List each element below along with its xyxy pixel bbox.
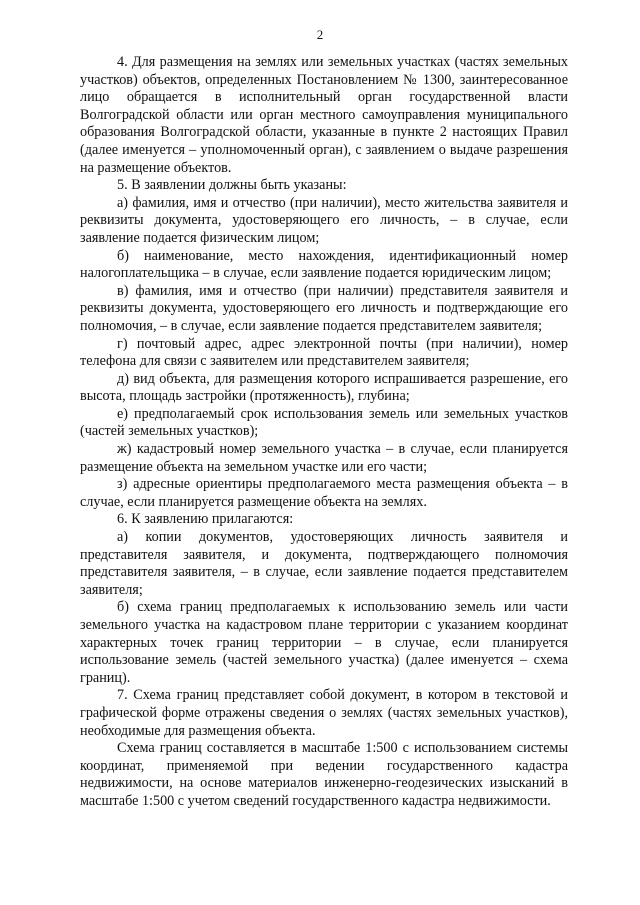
- paragraph-6a: а) копии документов, удостоверяющих личность заявителя и представителя заявителя, и документа, подтверждающего полномочия представителя заявителя, – в случае, если заявление подается представителем заявителя;: [80, 529, 568, 598]
- paragraph-6: 6. К заявлению прилагаются:: [117, 511, 294, 528]
- paragraph-5z: з) адресные ориентиры предполагаемого места размещения объекта – в случае, если планируется размещение объекта на землях.: [80, 476, 568, 510]
- page-number: 2: [316, 27, 324, 42]
- paragraph-5e: е) предполагаемый срок использования земель или земельных участков (частей земельных участков);: [80, 405, 568, 440]
- paragraph-5zh: ж) кадастровый номер земельного участка – в случае, если планируется размещение объекта на земельном участке или его части;: [80, 441, 568, 475]
- paragraph-4: 4. Для размещения на землях или земельных участках (частях земельных участков) объектов, определенных Постановлением № 1300, заинтересованное лицо обращается в исполнительный орган государственной власти Волгоградской области или орган местного самоуправления муниципального образования Волгоградской области, указанные в пункте 2 настоящих Правил (далее именуется – уполномоченный орган), с заявлением о выдаче разрешения на размещение объектов.: [80, 54, 568, 176]
- paragraph-5g: г) почтовый адрес, адрес электронной почты (при наличии), номер телефона для связи с заявителем или представителем заявителя;: [80, 335, 568, 370]
- document-body: [80, 54, 568, 811]
- paragraph-5b: б) наименование, место нахождения, идентификационный номер налогоплательщика – в случае, если заявление подается юридическим лицом;: [80, 247, 568, 282]
- paragraph-5a: а) фамилия, имя и отчество (при наличии), место жительства заявителя и реквизиты документа, удостоверяющего его личность, – в случае, если заявление подается физическим лицом;: [80, 194, 568, 246]
- paragraph-7: 7. Схема границ представляет собой документ, в котором в текстовой и графической форме отражены сведения о землях (частях земельных участков), необходимые для размещения объекта.: [80, 687, 568, 739]
- paragraph-6b: б) схема границ предполагаемых к использованию земель или части земельного участка на кадастровом плане территории с указанием координат характерных точек границ территории – в случае, если планируется использование земель (частей земельного участка) (далее именуется – схема границ).: [80, 599, 568, 686]
- paragraph-7-scale: Схема границ составляется в масштабе 1:500 с использованием системы координат, применяемой при ведении государственного кадастра недвижимости, на основе материалов инженерно-геодезических изысканий в масштабе 1:500 с учетом сведений государственного кадастра недвижимости.: [80, 740, 568, 809]
- paragraph-5d: д) вид объекта, для размещения которого испрашивается разрешение, его высота, площадь застройки (протяженность), глубина;: [80, 370, 568, 405]
- paragraph-5: 5. В заявлении должны быть указаны:: [117, 177, 347, 194]
- paragraph-5v: в) фамилия, имя и отчество (при наличии) представителя заявителя и реквизиты документа, удостоверяющего его личность и подтверждающие его полномочия, – в случае, если заявление подается представителем заявителя;: [80, 282, 568, 334]
